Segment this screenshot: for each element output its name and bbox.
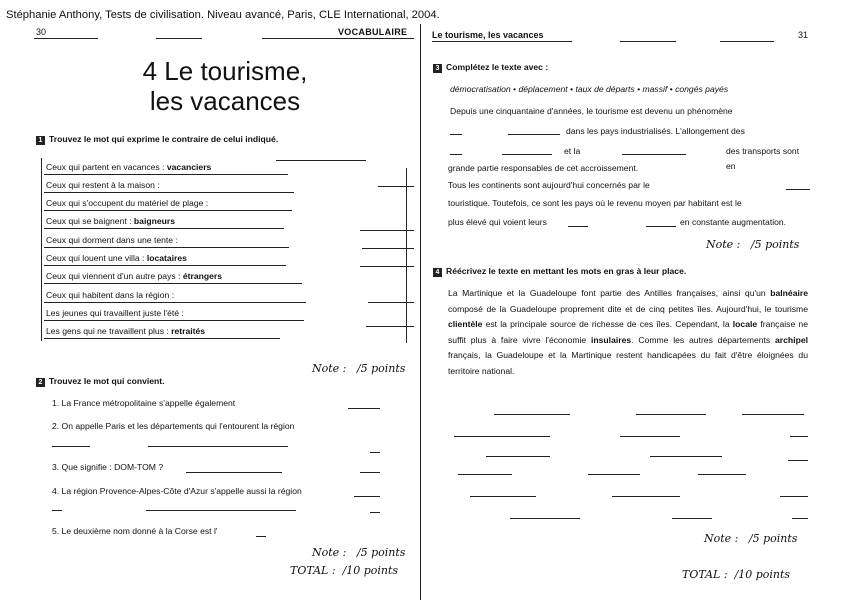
exercise4-text [448,286,808,379]
answer-line [44,192,294,193]
exercise-number-badge: 1 [36,136,45,145]
answer-line [486,456,550,457]
exercise1-score [312,362,405,375]
list-item [46,162,211,172]
text-part: . Comme les autres départements [631,334,776,345]
exercise3-score [706,238,799,251]
list-item [46,308,184,318]
header-rule [720,41,774,42]
list-item [46,290,174,300]
text-line: plus élevé qui voient leurs [448,217,547,227]
item-text: Ceux qui s'occupent du matériel de plage : [46,198,209,208]
page-divider [420,24,421,600]
item-answer: vacanciers [166,162,212,172]
item-answer: étrangers [182,271,223,281]
bold-word: insulaires [591,334,632,345]
answer-line [44,265,286,266]
source-caption: Stéphanie Anthony, Tests de civilisation. Niveau avancé, Paris, CLE International, 2004. [6,9,440,21]
question-3: 3. Que signifie : DOM-TOM ? [52,462,164,472]
text-line: des transports sont en [726,146,800,171]
score-value: /5 points [748,532,798,545]
answer-line [362,248,414,249]
answer-line [622,154,686,155]
answer-line [368,302,414,303]
answer-line [508,134,560,135]
chapter-title-line1: 4 Le tourisme, [142,56,308,86]
question-5: 5. Le deuxième nom donné à la Corse est l' [52,526,218,536]
answer-line [52,446,90,447]
left-total-score [290,564,398,577]
answer-line [636,414,706,415]
chapter-title [100,56,350,116]
answer-line [454,436,550,437]
note-label: Note : [706,238,741,251]
answer-line [44,210,292,211]
item-answer: baigneurs [133,216,175,226]
answer-line [256,536,266,537]
item-text: Ceux qui dorment dans une tente : [46,235,178,245]
item-text: Ceux qui habitent dans la région : [46,290,175,300]
item-text: Les gens qui ne travaillent plus : [46,326,169,336]
text-part: français, la Guadeloupe et la Martinique restent handicapées du fait d'être éloignées du territoire national. [448,350,808,376]
left-page-number: 30 [36,27,47,37]
answer-line [588,474,640,475]
answer-line [360,266,414,267]
list-item [46,253,187,263]
score-value: /5 points [356,362,406,375]
total-value: /10 points [342,564,399,577]
exercise2-instruction: Trouvez le mot qui convient. [49,376,165,386]
exercise4-heading [433,266,686,277]
answer-line [612,496,680,497]
total-label: TOTAL : [290,564,336,577]
bold-word: archipel [775,334,808,345]
answer-line [458,474,512,475]
exercise1-heading [36,134,278,145]
item-text: Ceux qui se baignent : [46,216,132,226]
bold-word: balnéaire [770,288,808,298]
header-rule [432,41,572,42]
answer-line [44,320,304,321]
item-answer: retraités [171,326,206,336]
answer-line [52,510,62,511]
answer-line [650,456,722,457]
item-text: Les jeunes qui travaillent juste l'été : [46,308,184,318]
text-line: touristique. Toutefois, ce sont les pays où le revenu moyen par habitant est le [448,198,742,208]
text-line: en constante augmentation. [680,217,787,227]
answer-line [510,518,580,519]
answer-line [646,226,676,227]
answer-line [370,512,380,513]
list-item [46,235,178,245]
item-text: Ceux qui louent une villa : [46,253,145,263]
exercise-number-badge: 4 [433,268,442,277]
text-line: Depuis une cinquantaine d'années, le tourisme est devenu un phénomène [450,106,733,116]
item-text: Ceux qui viennent d'un autre pays : [46,271,181,281]
chapter-title-line2: les vacances [149,86,301,116]
right-header-title: Le tourisme, les vacances [432,30,544,40]
list-item [46,216,175,226]
total-value: /10 points [734,568,791,581]
exercise4-instruction: Réécrivez le texte en mettant les mots en gras à leur place. [446,266,687,276]
header-rule [262,38,414,39]
exercise4-score [704,532,797,545]
answer-line [470,496,536,497]
exercise3-instruction: Complétez le texte avec : [446,62,549,72]
text-part: composé de la Guadeloupe proprement dite et de cinq petites îles. Aujourd'hui, le tourisme [448,303,808,314]
answer-line [44,283,302,284]
item-text: Ceux qui partent en vacances : [46,162,165,172]
exercise3-heading [433,62,548,73]
answer-line [366,326,414,327]
note-label: Note : [704,532,739,545]
list-item [46,326,205,336]
text-line: et la [564,146,581,156]
answer-line [378,186,414,187]
answer-line [494,414,570,415]
question-2: 2. On appelle Paris et les départements qui l'entourent la région [52,421,295,431]
answer-line [348,408,380,409]
answer-line [44,174,288,175]
text-part: française ne suffit plus à faire vivre l'économie [448,319,808,345]
answer-line [44,247,289,248]
answer-line [360,472,380,473]
note-label: Note : [312,546,347,559]
answer-line [450,134,462,135]
answer-line [790,436,808,437]
answer-line [698,474,746,475]
score-value: /5 points [750,238,800,251]
answer-line [44,338,280,339]
answer-line [788,460,808,461]
list-item [46,271,222,281]
answer-line [672,518,712,519]
answer-line [742,414,804,415]
answer-line [620,436,680,437]
frame-left [41,158,42,341]
list-item [46,198,208,208]
right-page-number: 31 [798,30,809,40]
note-label: Note : [312,362,347,375]
bold-word: clientèle [448,319,483,329]
text-part: La Martinique et la Guadeloupe font partie des Antilles françaises, ainsi qu'un [448,288,771,298]
total-label: TOTAL : [682,568,728,581]
bold-word: locale [732,319,758,329]
answer-line [786,189,810,190]
right-page [424,0,848,600]
answer-line [450,154,462,155]
answer-line [502,154,552,155]
exercise-number-badge: 3 [433,64,442,73]
answer-line [146,510,296,511]
item-answer: locataires [146,253,187,263]
answer-line [186,472,282,473]
answer-line [44,228,284,229]
text-line: grande partie responsables de cet accroissement. [448,163,639,173]
item-text: Ceux qui restent à la maison : [46,180,160,190]
answer-line [148,446,288,447]
exercise-number-badge: 2 [36,378,45,387]
exercise1-instruction: Trouvez le mot qui exprime le contraire de celui indiqué. [49,134,279,144]
header-rule [34,38,98,39]
list-item [46,180,160,190]
answer-line [792,518,808,519]
right-total-score [682,568,790,581]
section-label: VOCABULAIRE [338,27,408,37]
text-line: dans les pays industrialisés. L'allongement des [566,126,745,136]
score-value: /5 points [356,546,406,559]
question-1: 1. La France métropolitaine s'appelle également [52,398,236,408]
answer-line [276,160,366,161]
answer-line [568,226,588,227]
answer-line [360,230,414,231]
exercise2-score [312,546,405,559]
frame-right [406,168,407,343]
header-rule [156,38,202,39]
text-line: Tous les continents sont aujourd'hui concernés par le [448,180,650,190]
answer-line [354,496,380,497]
exercise2-heading [36,376,165,387]
answer-line [370,452,380,453]
answer-line [44,302,306,303]
left-page [0,0,420,600]
header-rule [620,41,676,42]
answer-line [780,496,808,497]
word-bank: démocratisation • déplacement • taux de départs • massif • congés payés [450,84,729,94]
question-4: 4. La région Provence-Alpes-Côte d'Azur s'appelle aussi la région [52,486,302,496]
text-part: est la principale source de richesse de ces îles. Cependant, la [482,319,733,329]
